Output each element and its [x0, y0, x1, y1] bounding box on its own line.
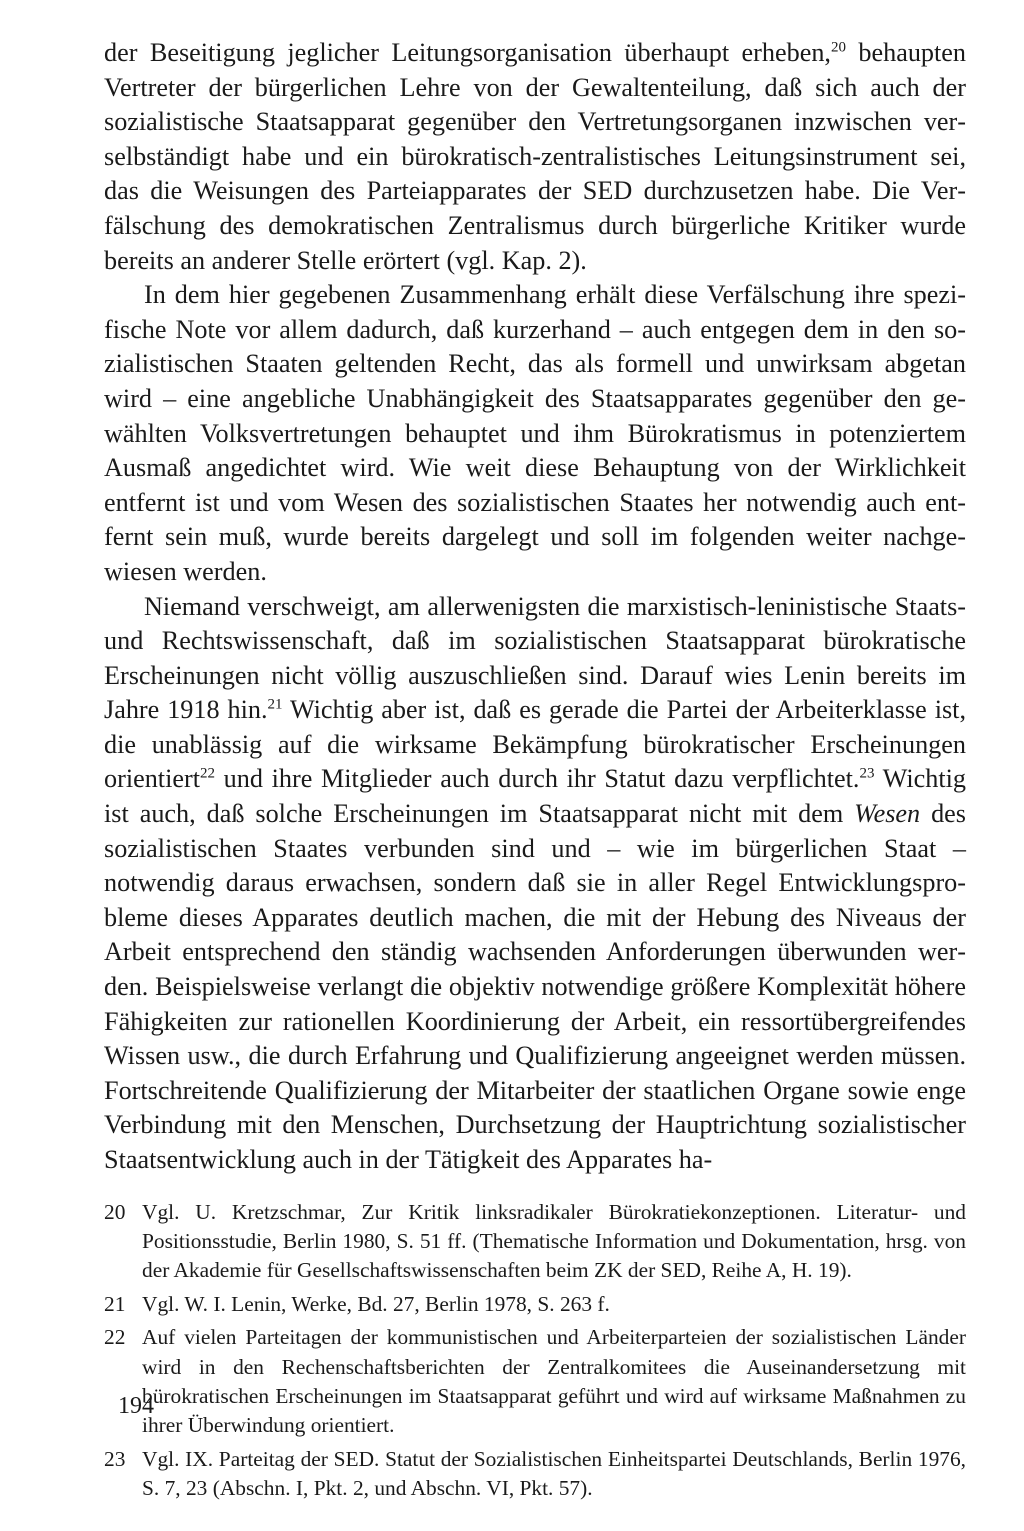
- text-run: und ihre Mitglieder auch durch ihr Statut dazu verpflichtet.: [214, 764, 860, 794]
- footnote-22: [104, 1323, 966, 1441]
- footnote-text: Vgl. W. I. Lenin, Werke, Bd. 27, Berlin 1978, S. 263 f.: [142, 1291, 610, 1316]
- text-run: behaupten Vertreter der bürgerlichen Lehre von der Gewaltenteilung, daß sich auch der sozialistische Staatsapparat gegenüber den Vertretungsorganen inzwischen verselbständigt habe und ein bürokratisch-zentralistisches Leitungsinstrument sei, das die Weisungen des Parteiapparates der SED durchzusetzen habe. Die Verfälschung des demokratischen Zentralismus durch bürgerliche Kritiker wurde bereits an anderer Stelle erörtert (vgl. Kap. 2).: [104, 38, 966, 275]
- footnote-23: [104, 1445, 966, 1504]
- footnote-text: Auf vielen Parteitagen der kommunistischen und Arbeiterparteien der sozialistischen Länder wird in den Rechenschaftsberichten der Zentralkomitees die Auseinandersetzung mit bürokratischen Erscheinungen im Staatsapparat geführt und wird auf wirksame Maßnahmen zu ihrer Überwindung orientiert.: [142, 1325, 966, 1438]
- footnote-number: 22: [104, 1325, 126, 1350]
- footnote-number: 23: [104, 1446, 126, 1471]
- paragraph-3: [104, 590, 966, 1178]
- text-run: Niemand verschweigt, am allerwenigsten die marxistisch-leninistische Staats- und Rechtswissenschaft, daß im sozialistischen Staatsapparat bürokratische Erscheinungen nicht völlig auszuschließen sind. Darauf wies Lenin bereits im Jahre 1918 hin.: [104, 591, 966, 725]
- text-run: Wichtig ist auch, daß solche Erscheinungen im Staatsapparat nicht mit dem: [104, 764, 966, 829]
- footnote-number: 21: [104, 1291, 126, 1316]
- footnote-ref-22: 22: [199, 765, 215, 782]
- text-run: der Beseitigung jeglicher Leitungsorganisation überhaupt erheben,: [104, 38, 831, 67]
- footnote-ref-20: 20: [830, 39, 846, 56]
- page: [104, 36, 966, 1508]
- footnote-ref-23: 23: [859, 765, 875, 782]
- footnote-text: Vgl. IX. Parteitag der SED. Statut der Sozialistischen Einheitspartei Deutschlands, Berlin 1976, S. 7, 23 (Abschn. I, Pkt. 2, und Abschn. VI, Pkt. 57).: [142, 1446, 966, 1501]
- footnote-text: Vgl. U. Kretzschmar, Zur Kritik linksradikaler Bürokratiekonzeptionen. Literatur- und Positionsstudie, Berlin 1980, S. 51 ff. (Thematische Information und Dokumentation, hrsg. von der Akademie für Gesellschaftswissenschaften beim ZK der SED, Reihe A, H. 19).: [142, 1199, 966, 1283]
- page-number: 194: [118, 1393, 154, 1419]
- footnotes: [104, 1198, 966, 1504]
- footnote-ref-21: 21: [267, 696, 283, 713]
- paragraph-1: [104, 36, 966, 278]
- emphasis-text: Wesen: [854, 799, 921, 829]
- footnote-number: 20: [104, 1199, 126, 1224]
- text-run: In dem hier gegebenen Zusammenhang erhält diese Verfälschung ihre spezifische Note vor allem dadurch, daß kurzerhand – auch entgegen dem in den sozialistischen Staaten geltenden Recht, das als formell und unwirksam abgetan wird – eine angebliche Unabhängigkeit des Staatsapparates gegenüber den gewählten Volksvertretungen behauptet und ihm Bürokratismus in potenziertem Ausmaß angedichtet wird. Wie weit diese Behauptung von der Wirklichkeit entfernt ist und vom Wesen des sozialistischen Staates her notwendig auch entfernt sein muß, wurde bereits dargelegt und soll im folgenden weiter nachgewiesen werden.: [104, 280, 966, 586]
- body-text: [104, 36, 966, 1178]
- text-run: des sozialistischen Staates verbunden sind und – wie im bürgerlichen Staat – notwendig daraus erwachsen, sondern daß sie in aller Regel Entwicklungsprobleme dieses Apparates deutlich machen, die mit der Hebung des Niveaus der Arbeit entsprechend den ständig wachsenden Anforderungen überwunden werden. Beispielsweise verlangt die objektiv notwendige größere Komplexität höhere Fähigkeiten zur rationellen Koordinierung der Arbeit, ein ressortübergreifendes Wissen usw., die durch Erfahrung und Qualifizierung angeeignet werden müssen. Fortschreitende Qualifizierung der Mitarbeiter der staatlichen Organe sowie enge Verbindung mit den Menschen, Durchsetzung der Hauptrichtung sozialistischer Staatsentwicklung auch in der Tätigkeit des Apparates ha-: [104, 799, 966, 1174]
- paragraph-2: [104, 278, 966, 589]
- footnote-20: [104, 1198, 966, 1286]
- text-run: Wichtig aber ist, daß es gerade die Partei der Arbeiterklasse ist, die unablässig auf die wirksame Bekämpfung bürokratischer Erscheinungen orientiert: [104, 695, 967, 794]
- footnote-21: [104, 1290, 966, 1319]
